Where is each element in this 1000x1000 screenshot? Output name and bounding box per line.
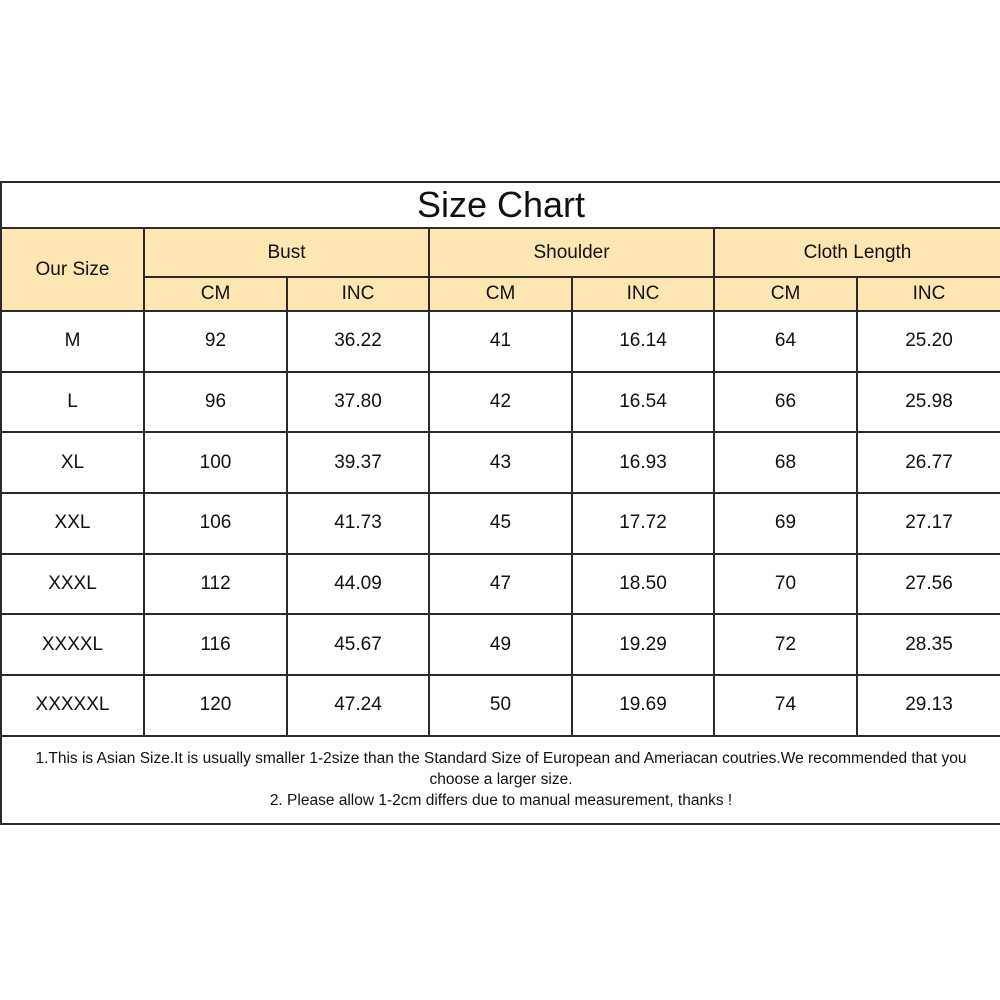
value-cell: 25.98 — [857, 372, 1000, 433]
value-cell: 18.50 — [572, 554, 714, 615]
value-cell: 41 — [429, 311, 572, 372]
size-chart — [0, 181, 1000, 825]
value-cell: 45.67 — [287, 614, 429, 675]
value-cell: 19.69 — [572, 675, 714, 736]
size-cell: M — [1, 311, 144, 372]
unit-header: CM — [714, 277, 857, 311]
value-cell: 69 — [714, 493, 857, 554]
value-cell: 37.80 — [287, 372, 429, 433]
value-cell: 45 — [429, 493, 572, 554]
value-cell: 17.72 — [572, 493, 714, 554]
unit-header: INC — [572, 277, 714, 311]
value-cell: 28.35 — [857, 614, 1000, 675]
size-cell: XXL — [1, 493, 144, 554]
value-cell: 19.29 — [572, 614, 714, 675]
value-cell: 42 — [429, 372, 572, 433]
shoulder-header: Shoulder — [429, 228, 714, 277]
value-cell: 27.56 — [857, 554, 1000, 615]
table-row — [1, 311, 1000, 372]
unit-header: INC — [287, 277, 429, 311]
cloth-length-header: Cloth Length — [714, 228, 1000, 277]
value-cell: 41.73 — [287, 493, 429, 554]
notes — [1, 736, 1000, 824]
value-cell: 72 — [714, 614, 857, 675]
size-rows — [1, 311, 1000, 736]
value-cell: 16.14 — [572, 311, 714, 372]
size-cell: XXXXL — [1, 614, 144, 675]
value-cell: 106 — [144, 493, 287, 554]
size-cell: XL — [1, 432, 144, 493]
table-row — [1, 493, 1000, 554]
table-row — [1, 675, 1000, 736]
value-cell: 68 — [714, 432, 857, 493]
value-cell: 39.37 — [287, 432, 429, 493]
value-cell: 44.09 — [287, 554, 429, 615]
value-cell: 100 — [144, 432, 287, 493]
table-row — [1, 372, 1000, 433]
unit-header: INC — [857, 277, 1000, 311]
unit-header: CM — [429, 277, 572, 311]
value-cell: 43 — [429, 432, 572, 493]
value-cell: 47 — [429, 554, 572, 615]
value-cell: 49 — [429, 614, 572, 675]
unit-header: CM — [144, 277, 287, 311]
size-cell: XXXL — [1, 554, 144, 615]
value-cell: 27.17 — [857, 493, 1000, 554]
value-cell: 96 — [144, 372, 287, 433]
value-cell: 74 — [714, 675, 857, 736]
value-cell: 16.54 — [572, 372, 714, 433]
value-cell: 29.13 — [857, 675, 1000, 736]
note-2: 2. Please allow 1-2cm differs due to manual measurement, thanks ! — [269, 792, 733, 810]
our-size-header: Our Size — [1, 228, 144, 311]
table-row — [1, 432, 1000, 493]
value-cell: 16.93 — [572, 432, 714, 493]
value-cell: 36.22 — [287, 311, 429, 372]
value-cell: 120 — [144, 675, 287, 736]
value-cell: 112 — [144, 554, 287, 615]
value-cell: 26.77 — [857, 432, 1000, 493]
note-1: 1.This is Asian Size.It is usually smaller 1-2size than the Standard Size of European and Ameriacan coutries.We recommended that you choose a larger size. — [35, 750, 967, 789]
value-cell: 25.20 — [857, 311, 1000, 372]
value-cell: 92 — [144, 311, 287, 372]
value-cell: 66 — [714, 372, 857, 433]
table-row — [1, 614, 1000, 675]
size-table — [0, 181, 1000, 825]
size-cell: XXXXXL — [1, 675, 144, 736]
bust-header: Bust — [144, 228, 429, 277]
table-row — [1, 554, 1000, 615]
value-cell: 50 — [429, 675, 572, 736]
size-cell: L — [1, 372, 144, 433]
value-cell: 64 — [714, 311, 857, 372]
value-cell: 47.24 — [287, 675, 429, 736]
value-cell: 116 — [144, 614, 287, 675]
chart-title: Size Chart — [1, 182, 1000, 228]
value-cell: 70 — [714, 554, 857, 615]
